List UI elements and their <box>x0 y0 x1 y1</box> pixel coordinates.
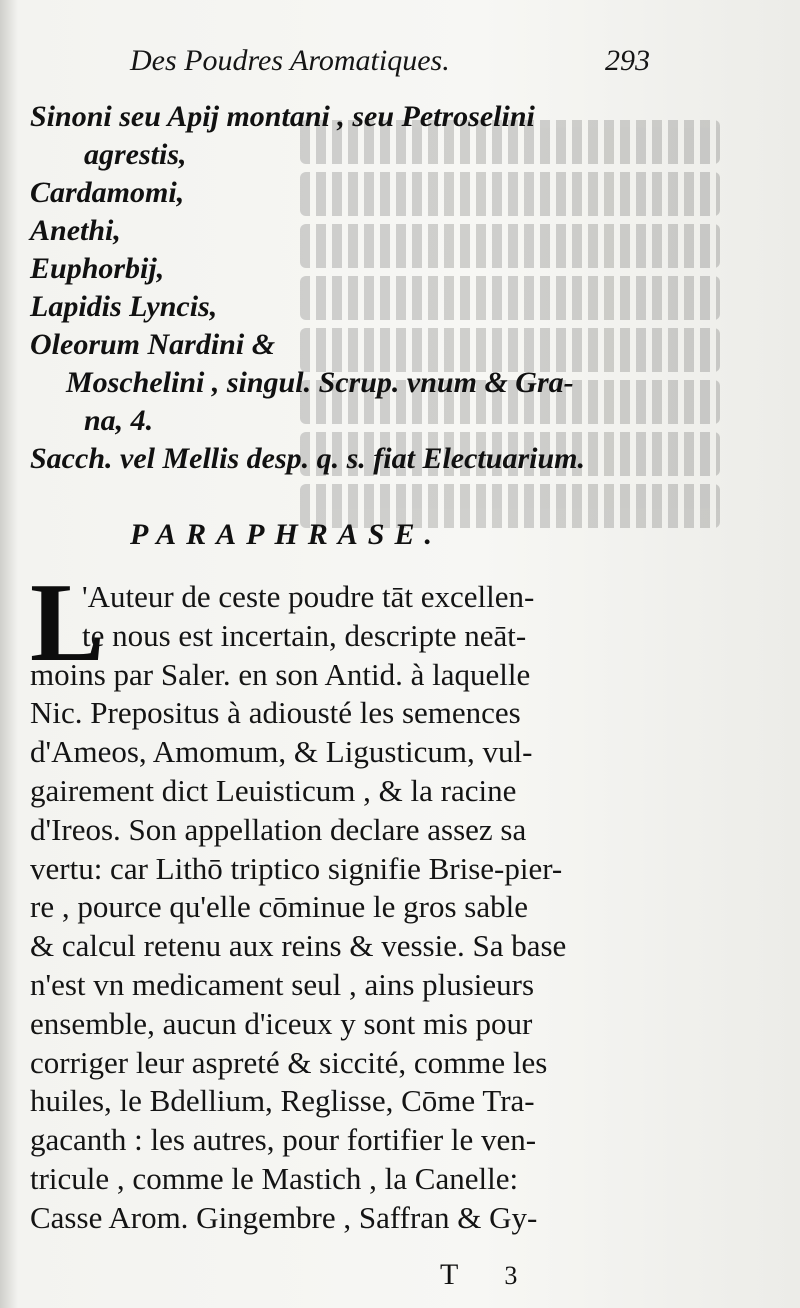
recipe-line: na, 4. <box>84 404 154 437</box>
text-line: Casse Arom. Gingembre , Saffran & Gy- <box>30 1199 538 1235</box>
recipe-line: agrestis, <box>84 138 187 171</box>
recipe-line: Sacch. vel Mellis desp. q. s. fiat Electuarium. <box>30 442 585 475</box>
text-line: d'Ireos. Son appellation declare assez sa <box>30 811 527 847</box>
catchword: T <box>440 1258 459 1291</box>
text-line: gacanth : les autres, pour fortifier le ven- <box>30 1122 537 1158</box>
text-line: huiles, le Bdellium, Reglisse, Cōme Tra- <box>30 1083 535 1119</box>
section-heading: PARAPHRASE. <box>130 518 443 551</box>
text-line: 'Auteur de ceste poudre tāt excellen- <box>82 579 535 614</box>
text-line: n'est vn medicament seul , ains plusieurs <box>30 966 535 1002</box>
recipe-line: Oleorum Nardini & <box>30 328 276 361</box>
recipe-line: Lapidis Lyncis, <box>30 290 218 323</box>
text-line: corriger leur aspreté & siccité, comme les <box>30 1044 548 1080</box>
signature-mark: 3 <box>504 1261 518 1290</box>
text-line: d'Ameos, Amomum, & Ligusticum, vul- <box>30 734 533 770</box>
drop-cap: L <box>30 561 105 685</box>
text-line: ensemble, aucun d'iceux y sont mis pour <box>30 1005 533 1041</box>
running-title: Des Poudres Aromatiques. <box>130 44 450 77</box>
text-line: gairement dict Leuisticum , & la racine <box>30 772 517 808</box>
text-line: moins par Saler. en son Antid. à laquelle <box>30 656 531 692</box>
recipe-line: Sinoni seu Apij montani , seu Petroselini <box>30 100 535 133</box>
paraphrase-paragraph <box>30 561 660 1238</box>
recipe-line: Anethi, <box>30 214 121 247</box>
recipe-line: Cardamomi, <box>30 176 185 209</box>
text-line: te nous est incertain, descripte neāt- <box>82 617 527 653</box>
footer-catchword <box>440 1258 517 1292</box>
recipe-line: Moschelini , singul. Scrup. vnum & Gra- <box>66 366 574 399</box>
page-number: 293 <box>605 44 650 77</box>
text-line: vertu: car Lithō triptico signifie Brise-pier- <box>30 850 563 886</box>
text-line: & calcul retenu aux reins & vessie. Sa base <box>30 928 567 964</box>
recipe-list <box>30 98 660 478</box>
text-line: re , pource qu'elle cōminue le gros sable <box>30 889 528 925</box>
recipe-line: Euphorbij, <box>30 252 165 285</box>
text-line: Nic. Prepositus à adiousté les semences <box>30 695 521 731</box>
text-line: tricule , comme le Mastich , la Canelle: <box>30 1160 519 1196</box>
